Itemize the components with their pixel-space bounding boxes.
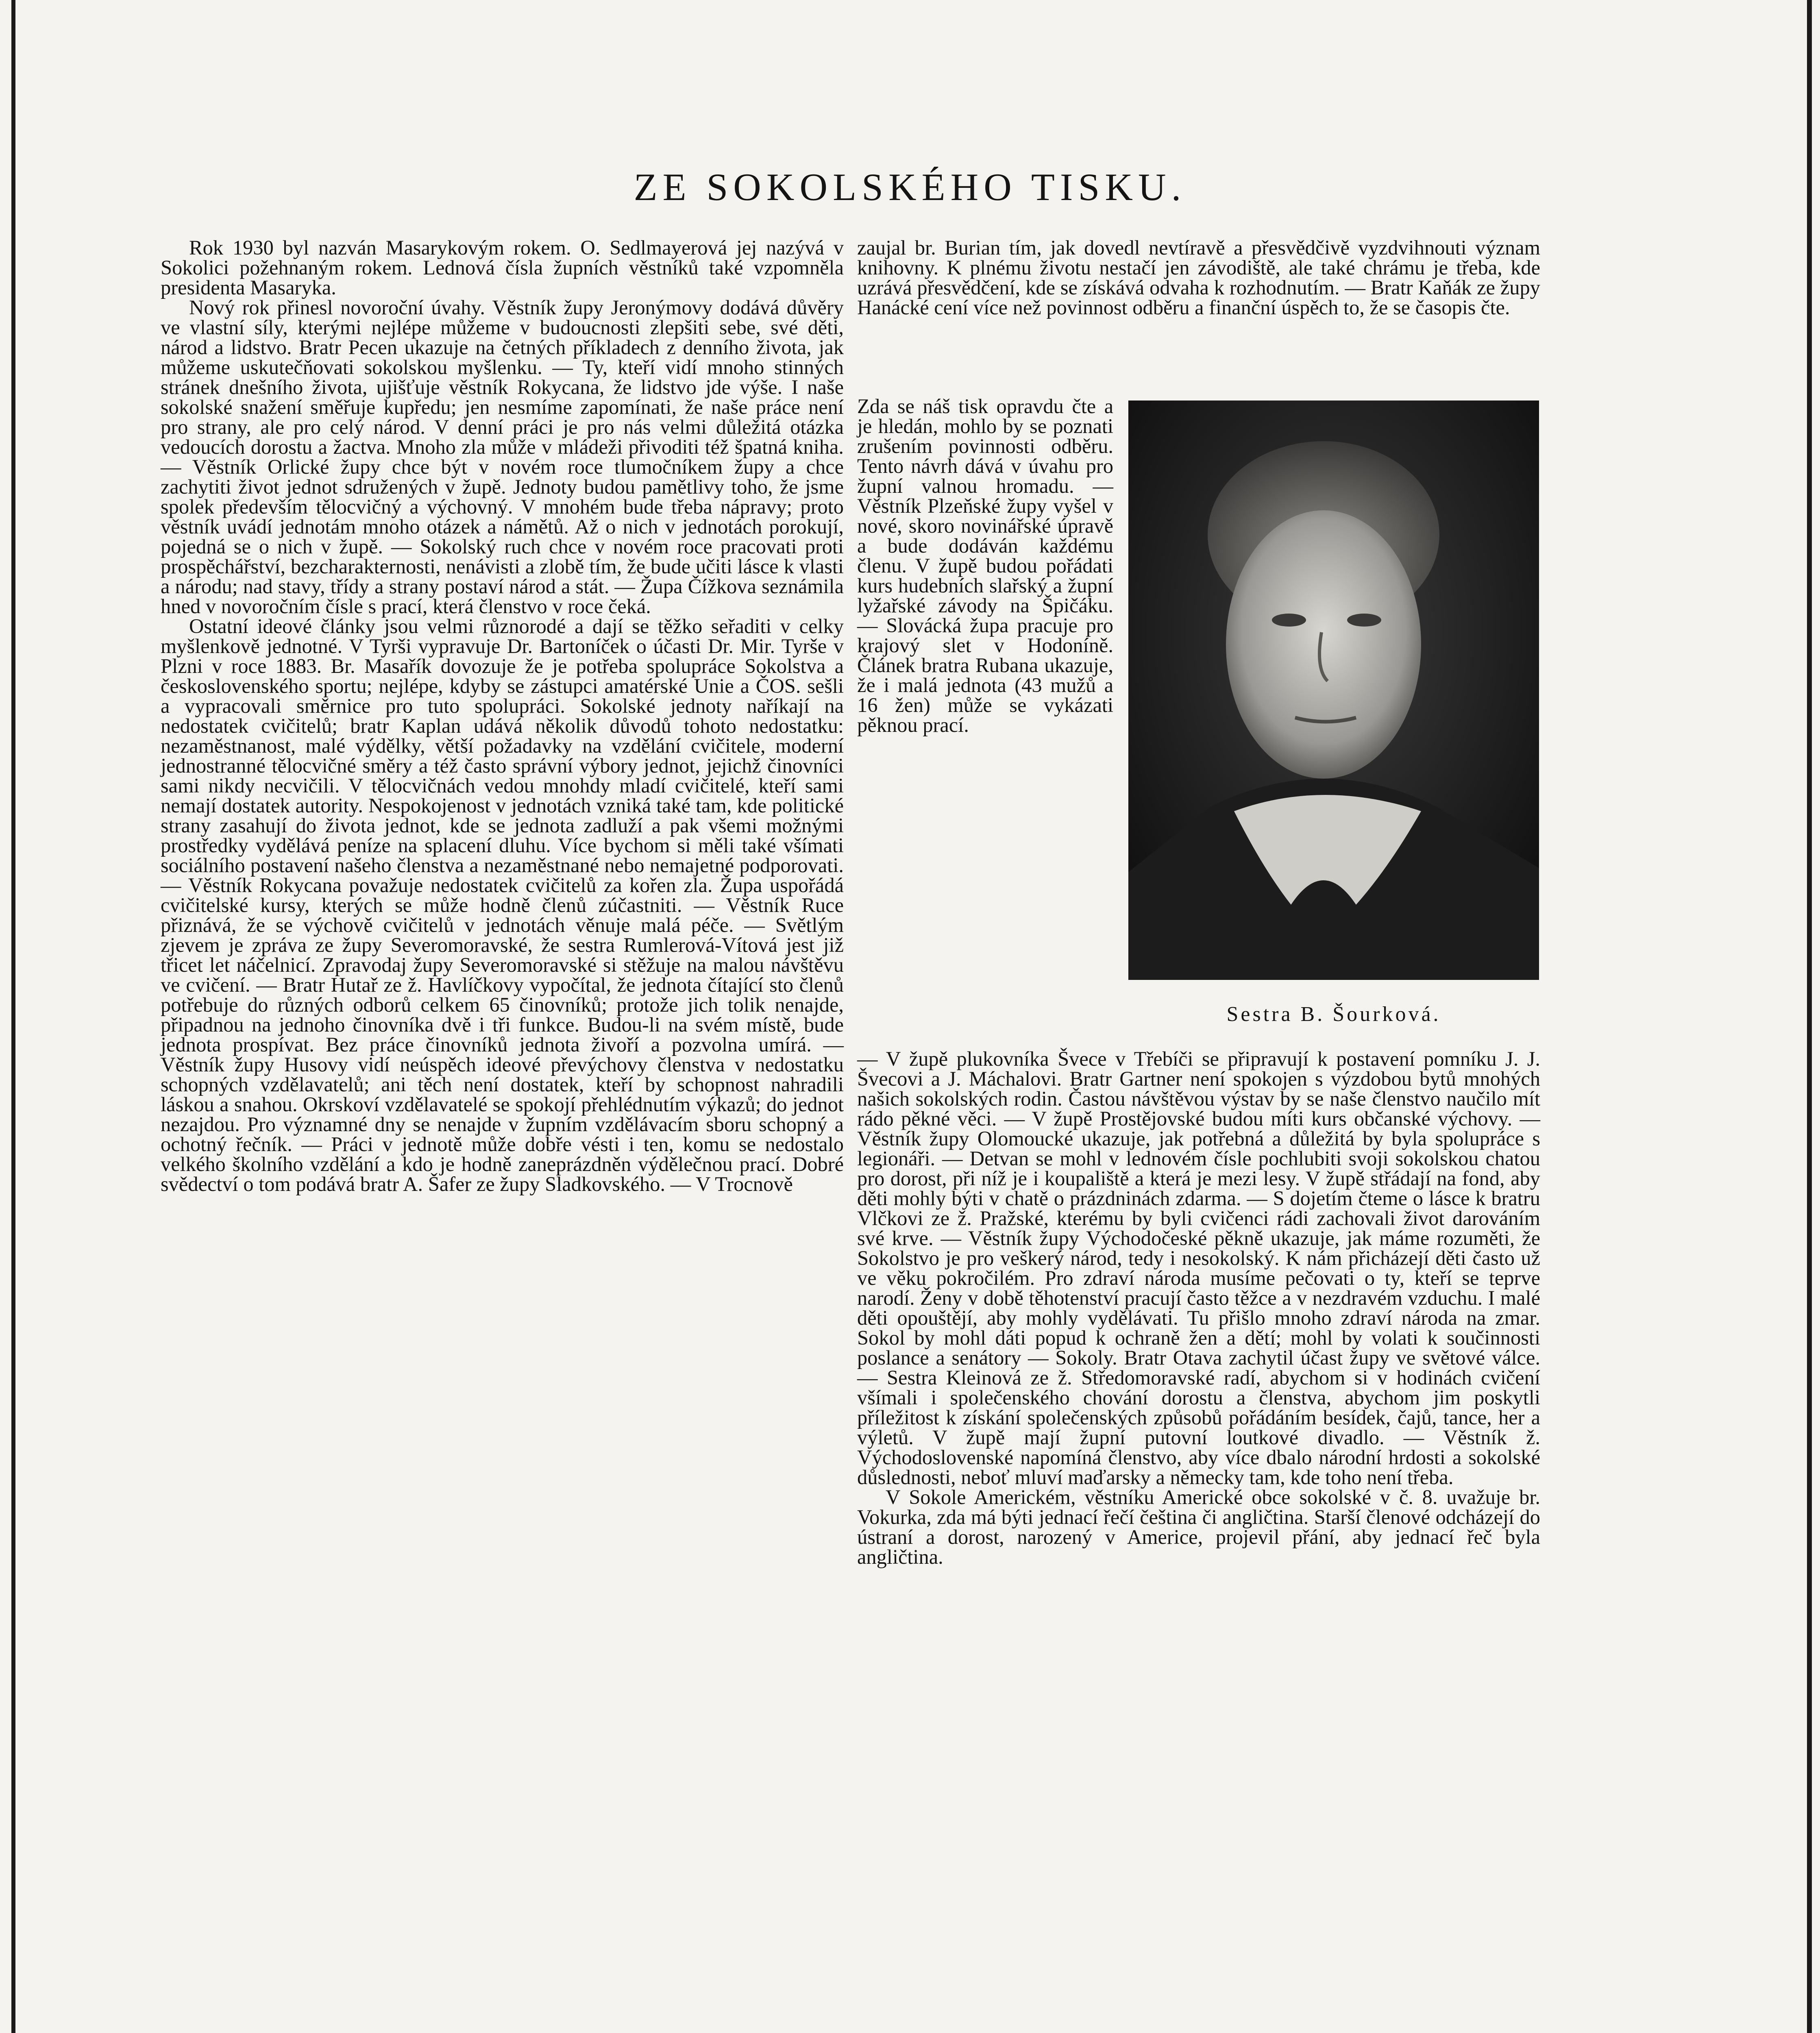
paragraph: V Sokole Americkém, věstníku Americké obce sokolské v č. 8. uvažuje br. Vokurka, zda má býti jednací řečí čeština či angličtina. Starší členové odcházejí do ústraní a dorost, narozený v Americe, projevil přání, aby jednací řeč byla angličtina. xyxy=(857,1486,1540,1568)
left-border xyxy=(11,0,15,2033)
portrait-image xyxy=(1128,401,1539,980)
paragraph: Nový rok přinesl novoroční úvahy. Věstník župy Jeronýmovy dodává důvěry ve vlastní síly, kterými nejlépe můžeme v budoucnosti zlepšiti sebe, své děti, národ a lidstvo. Bratr Pecen ukazuje na četných příkladech z denního života, jak můžeme uskutečňovati sokolskou myšlenku. — Ty, kteří vidí mnoho stinných stránek dnešního života, ujišťuje věstník Rokycana, že lidstvo jde výše. I naše sokolské snažení směřuje kupředu; jen nesmíme zapomínati, že naše práce není pro strany, ale pro celý národ. V denní práci je pro nás velmi důležitá otázka vedoucích dorostu a žactva. Mnoho zla může v mládeži přivoditi též špatná kniha. — Věstník Orlické župy chce být v novém roce tlumočníkem župy a chce zachytiti život jednot sdružených v župě. Jednoty budou pamětlivy toho, že jsme spolek především tělocvičný a výchovný. V mnohém bude třeba nápravy; proto věstník uvádí jednotám mnoho otázek a námětů. Až o nich v jednotách porokují, pojedná se o nich v župě. — Sokolský ruch chce v novém roce pracovati proti prospěchářství, bezcharakternosti, nenávisti a zlobě tím, že bude učiti lásce k vlasti a národu; nad stavy, třídy a strany postaví národ a stát. — Župa Čížkova seznámila hned v novoročním čísle s prací, která členstvo v roce čeká. xyxy=(161,296,844,618)
portrait-photo xyxy=(1128,401,1539,980)
paragraph: Zda se náš tisk opravdu čte a je hledán, mohlo by se poznati zrušením povinnosti odběru. Tento návrh dává v úvahu pro župní valnou hromadu. — Věstník Plzeňské župy vyšel v nové, skoro novinářské úpravě a bude dodáván každému členu. V župě budou pořádati kurs hudebních slařský a župní lyžařské závody na Špičáku. — Slovácká župa pracuje pro krajový slet v Hodoníně. Článek bratra Rubana ukazuje, že i malá jednota (43 mužů a 16 žen) může se vykázati pěknou prací. xyxy=(857,395,1113,736)
page-title: ZE SOKOLSKÉHO TISKU. xyxy=(634,165,1186,209)
paragraph: — V župě plukovníka Švece v Třebíči se připravují k postavení pomníku J. J. Švecovi a J. Máchalovi. Bratr Gartner není spokojen s výzdobou bytů mnohých našich sokolských rodin. Častou návštěvou výstav by se naše členstvo naučilo mít rádo pěkné věci. — V župě Prostějovské budou míti kurs občanské výchovy. — Věstník župy Olomoucké ukazuje, jak potřebná a důležitá by byla spolupráce s legionáři. — Detvan se mohl v lednovém čísle pochlubiti svoji sokolskou chatou pro dorost, při níž je i koupaliště a která je mezi lesy. V župě střádají na fond, aby děti mohly býti v chatě o prázdninách zdarma. — S dojetím čteme o lásce k bratru Vlčkovi ze ž. Pražské, kterému by byli cvičenci rádi zachovali život darováním své krve. — Věstník župy Východočeské pěkně ukazuje, jak máme rozuměti, že Sokolstvo je pro veškerý národ, tedy i nesokolský. K nám přicházejí děti často už ve věku pokročilém. Pro zdraví národa musíme pečovati o ty, kteří se teprve narodí. Ženy v době těhotenství pracují často těžce a v nezdravém vzduchu. I malé děti opouštějí, aby mohly vydělávati. Tu přišlo mnoho zdraví národa na zmar. Sokol by mohl dáti popud k ochraně žen a dětí; mohl by volati k součinnosti poslance a senátory — Sokoly. Bratr Otava zachytil účast župy ve světové válce. — Sestra Kleinová ze ž. Středomoravské radí, abychom si v hodinách cvičení všímali i společenského chování dorostu a členstva, abychom jim poskytli příležitost k získání společenských způsobů pořádáním besídek, čajů, tance, her a výletů. V župě mají župní putovní loutkové divadlo. — Věstník ž. Východoslovenské napomíná členstvo, aby více dbalo národní hrdosti a sokolské důslednosti, neboť mluví maďarsky a německy tam, kde toho není třeba. xyxy=(857,1047,1540,1489)
right-column-narrow xyxy=(857,396,1113,735)
left-column xyxy=(161,238,844,1194)
right-border xyxy=(1807,0,1812,2033)
right-column-bottom xyxy=(857,1049,1540,1567)
right-column-top xyxy=(857,238,1540,318)
paragraph: Ostatní ideové články jsou velmi různorodé a dají se těžko seřaditi v celky myšlenkově jednotné. V Tyrši vypravuje Dr. Bartoníček o účasti Dr. Mir. Tyrše v Plzni v roce 1883. Br. Masařík dovozuje že je potřeba spolupráce Sokolstva a československého sportu; nejlépe, kdyby se zástupci amatérské Unie a ČOS. sešli a vypracovali směrnice pro tuto spolupráci. Sokolské jednoty naříkají na nedostatek cvičitelů; bratr Kaplan udává několik důvodů tohoto nedostatku: nezaměstnanost, malé výdělky, větší požadavky na vzdělání cvičitele, moderní jednostranné tělocvičné směry a též často správní výbory jednot, jejichž činovníci sami nikdy necvičili. V tělocvičnách vedou mnohdy mladí cvičitelé, kteří sami nemají dostatek autority. Nespokojenost v jednotách vzniká také tam, kde politické strany zasahují do života jednot, kde se jednota zadluží a pak všemi možnými prostředky vydělává peníze na splacení dluhu. Více bychom si měli také všímati sociálního postavení našeho členstva a nezaměstnané nebo nemajetné podporovati. — Věstník Rokycana považuje nedostatek cvičitelů za kořen zla. Župa uspořádá cvičitelské kursy, kterých se může hodně členů zúčastniti. — Věstník Ruce přiznává, že se výchově cvičitelů v jednotách věnuje malá péče. — Světlým zjevem je zpráva ze župy Severomoravské, že sestra Rumlerová-Vítová jest již třicet let náčelnicí. Zpravodaj župy Severomoravské si stěžuje na malou návštěvu ve cvičení. — Bratr Hutař ze ž. Havlíčkovy vypočítal, že jednota čítající sto členů potřebuje do různých odborů celkem 65 činovníků; protože jich tolik nenajde, připadnou na jednoho činovníka dvě i tři funkce. Budou-li na svém místě, bude jednota prospívat. Bez práce činovníků jednota živoří a pozvolna umírá. — Věstník župy Husovy vidí neúspěch ideové převýchovy členstva v nedostatku schopných vzdělavatelů; ani těch není dostatek, kteří by schopnost nahradili láskou a snahou. Okrskoví vzdělavatelé se spokojí přehlédnutím výkazů; do jednot nezajdou. Pro významné dny se nenajde v župním vzdělávacím sboru schopný a ochotný řečník. — Práci v jednotě může dobře vésti i ten, komu se nedostalo velkého školního vzdělání a kdo je hodně zaneprázdněn výdělečnou prací. Dobré svědectví o tom podává bratr A. Šafer ze župy Sladkovského. — V Trocnově xyxy=(161,615,844,1195)
photo-caption: Sestra B. Šourková. xyxy=(1226,1003,1441,1026)
paragraph: Rok 1930 byl nazván Masarykovým rokem. O. Sedlmayerová jej nazývá v Sokolici požehnaným rokem. Lednová čísla župních věstníků také vzpomněla presidenta Masaryka. xyxy=(161,236,844,299)
paragraph: zaujal br. Burian tím, jak dovedl nevtíravě a přesvědčivě vyzdvihnouti význam knihovny. K plnému životu nestačí jen závodiště, ale také chrámu je třeba, kde uzrává přesvědčení, kde se získává odvaha k rozhodnutím. — Bratr Kaňák ze župy Hanácké cení více než povinnost odběru a finanční úspěch to, že se časopis čte. xyxy=(857,236,1540,319)
